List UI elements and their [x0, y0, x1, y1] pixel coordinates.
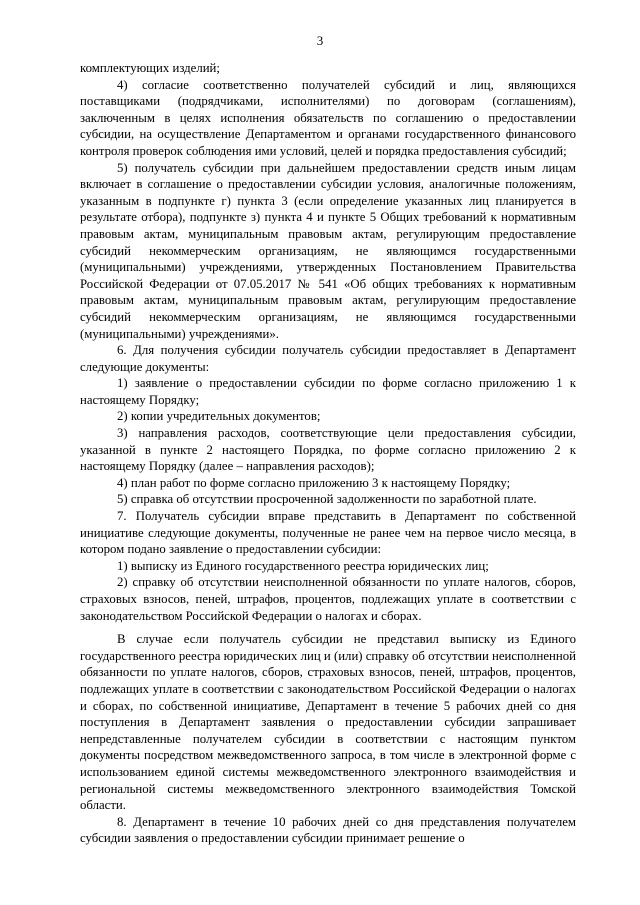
document-body [80, 60, 576, 847]
list-item-charter-copies: 2) копии учредительных документов; [117, 409, 321, 424]
paragraph-interagency-request: В случае если получатель субсидии не представил выписку из Единого государственного реестра юридических лиц и (или) справку об отсутствии неисполненной обязанности по уплате налогов, сборов, страховых взносов, пеней, штрафов, процентов, подлежащих уплате в соответствии с законодательством Российской Федерации о налогах и сборах, по собственной инициативе, Департамент в течение 5 рабочих дней со дня поступления в Департамент заявления о предоставлении субсидии запрашивает непредставленные получателем субсидии в соответствии с настоящим пунктом документы посредством межведомственного запроса, в том числе в электронной форме с использованием единой системы межведомственного электронного взаимодействия и региональной системы межведомственного электронного взаимодействия Томской области. [80, 632, 576, 813]
paragraph-section-8: 8. Департамент в течение 10 рабочих дней со дня представления получателем субсидии заявления о предоставлении субсидии принимает решение о [80, 814, 576, 846]
list-item-tax-certificate: 2) справку об отсутствии неисполненной обязанности по уплате налогов, сборов, страховых взносов, пеней, штрафов, процентов, подлежащих уплате в соответствии с законодательством Российской Федерации о налогах и сборах. [80, 575, 576, 623]
list-item-salary-certificate: 5) справка об отсутствии просроченной задолженности по заработной плате. [117, 492, 537, 507]
paragraph-section-6: 6. Для получения субсидии получатель субсидии предоставляет в Департамент следующие документы: [80, 343, 576, 374]
list-item-expense-directions: 3) направления расходов, соответствующие цели предоставления субсидии, указанной в пункте 2 настоящего Порядка, по форме согласно приложению 2 к настоящему Порядку (далее – направления расходов); [80, 426, 576, 474]
paragraph-item-5-agreement: 5) получатель субсидии при дальнейшем предоставлении средств иным лицам включает в соглашение о предоставлении субсидии условия, аналогичные положениям, указанным в подпункте г) пункта 3 (если определение указанных лиц планируется в результате отбора), подпункте з) пункта 4 и пункте 5 Общих требований к нормативным правовым актам, муниципальным правовым актам, регулирующим предоставление субсидий некоммерческим организациям, не являющимся государственными (муниципальными) учреждениями, утвержденных Постановлением Правительства Российской Федерации от 07.05.2017 № 541 «Об общих требованиях к нормативным правовым актам, муниципальным правовым актам, регулирующим предоставление субсидий некоммерческим организациям, не являющимся государственными (муниципальными) учреждениями». [80, 160, 576, 341]
paragraph-continuation: комплектующих изделий; [80, 61, 220, 75]
page-number: 3 [316, 33, 324, 48]
list-item-work-plan: 4) план работ по форме согласно приложению 3 к настоящему Порядку; [117, 475, 511, 490]
list-item-registry-extract: 1) выписку из Единого государственного реестра юридических лиц; [117, 558, 489, 573]
paragraph-item-4-consent: 4) согласие соответственно получателей субсидий и лиц, являющихся поставщиками (подрядчиками, исполнителями) по договорам (соглашениям), заключенным в целях исполнения обязательств по соглашению о предоставлении субсидии, на осуществление Департаментом и органами государственного финансового контроля проверок соблюдения ими условий, целей и порядка предоставления субсидий; [80, 77, 576, 158]
list-item-application: 1) заявление о предоставлении субсидии по форме согласно приложению 1 к настоящему Порядку; [80, 376, 576, 407]
paragraph-section-7: 7. Получатель субсидии вправе представить в Департамент по собственной инициативе следующие документы, полученные не ранее чем на первое число месяца, в котором подано заявление о предоставлении субсидии: [80, 509, 576, 557]
